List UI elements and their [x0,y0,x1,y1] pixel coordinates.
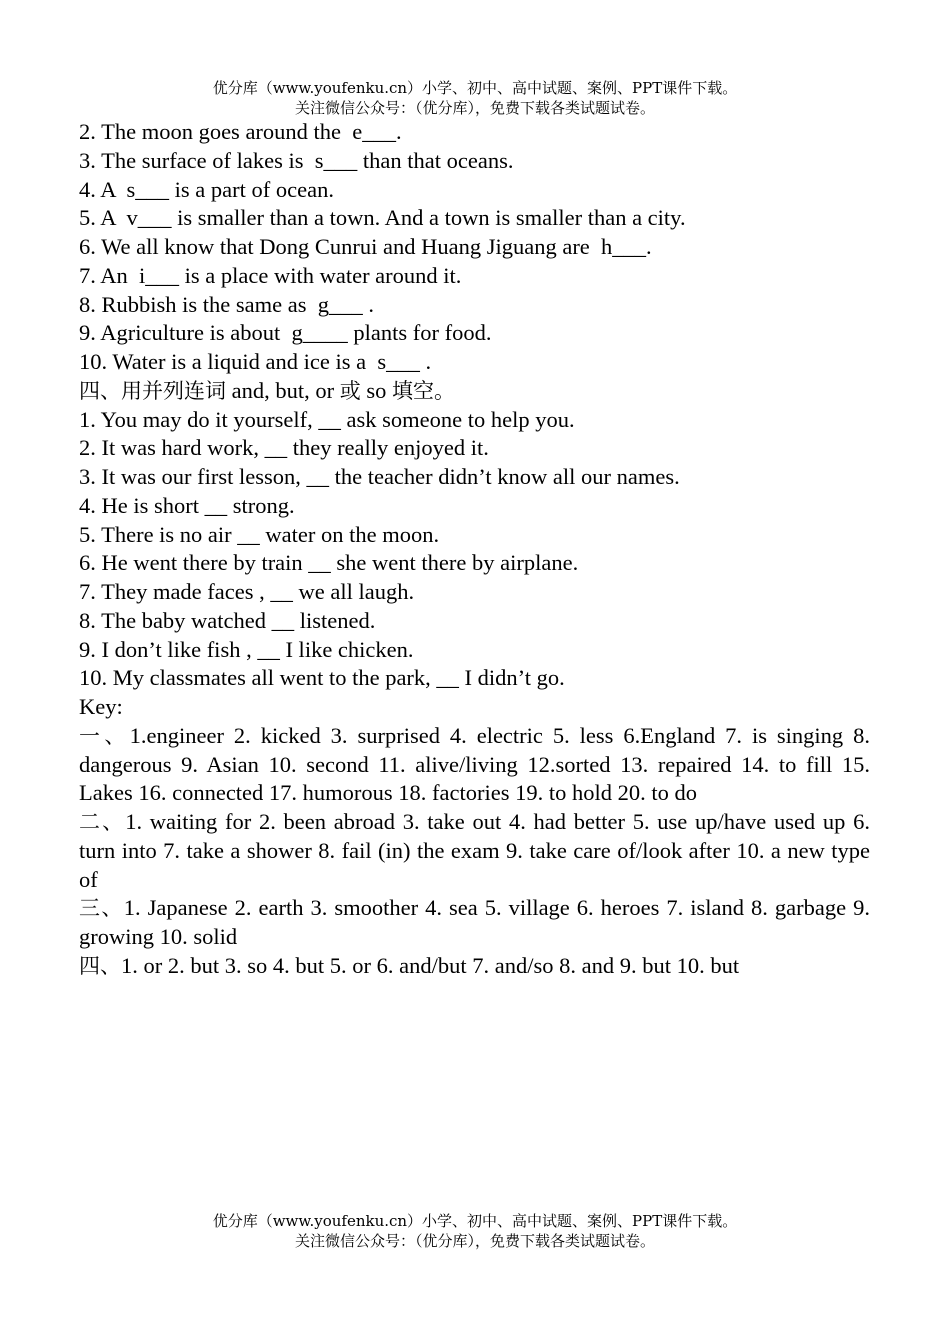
key-part-2-prefix: 二、 [79,810,126,834]
heading-mid: 或 [339,378,361,403]
section-4-heading [79,377,870,406]
key-part-4-prefix: 四、 [79,953,121,978]
answer-key [79,693,870,981]
footer-line-2: 关注微信公众号：（优分库），免费下载各类试题试卷。 [294,1232,655,1250]
question-item: 5. There is no air __ water on the moon. [79,521,440,547]
header-line-1: 优分库（www.youfenku.cn）小学、初中、高中试题、案例、PPT课件下载。 [212,79,738,97]
heading-suffix: 填空。 [392,378,455,403]
key-part-1-text: 1.engineer 2. kicked 3. surprised 4. electric 5. less 6.England 7. is singing 8. dangerous 9. Asian 10. second 11. alive/living 12.sorted 13. repaired 14. to fill 15. Lakes 16. connected 17. humorous 18. factories 19. to hold 20. to do [79,722,870,806]
question-item: 1. You may do it yourself, __ ask someone to help you. [79,406,575,432]
heading-so: so [360,377,392,403]
question-item: 3. It was our first lesson, __ the teacher didn’t know all our names. [79,464,680,489]
question-item: 10. Water is a liquid and ice is a s___ . [79,349,432,374]
section-4-list [79,406,870,694]
question-item: 7. They made faces , __ we all laugh. [79,579,415,604]
footer-line-1: 优分库（www.youfenku.cn）小学、初中、高中试题、案例、PPT课件下载。 [212,1212,738,1230]
document-body [79,118,870,981]
key-part-4 [79,952,870,981]
section-3-list [79,118,870,377]
question-item: 9. I don’t like fish , __ I like chicken. [79,636,414,662]
header-line-2: 关注微信公众号：（优分库），免费下载各类试题试卷。 [294,99,655,117]
key-part-3-text: 1. Japanese 2. earth 3. smoother 4. sea 5. village 6. heroes 7. island 8. garbage 9. growing 10. solid [79,895,870,949]
question-item: 6. He went there by train __ she went there by airplane. [79,550,579,576]
question-item: 7. An i___ is a place with water around it. [79,262,462,288]
key-part-2 [79,808,870,894]
heading-words: and, but, or [226,377,340,403]
key-part-1-prefix: 一、 [79,723,130,748]
question-item: 2. It was hard work, __ they really enjoyed it. [79,435,489,461]
question-item: 10. My classmates all went to the park, __ I didn’t go. [79,665,565,691]
question-item: 9. Agriculture is about g____ plants for food. [79,320,492,346]
heading-prefix: 四、用并列连词 [79,378,226,403]
key-label: Key: [79,694,123,719]
key-part-3-prefix: 三、 [79,896,124,921]
question-item: 6. We all know that Dong Cunrui and Huang Jiguang are h___. [79,234,652,259]
question-item: 3. The surface of lakes is s___ than that oceans. [79,147,514,173]
key-part-4-text: 1. or 2. but 3. so 4. but 5. or 6. and/but 7. and/so 8. and 9. but 10. but [121,952,740,978]
page-header [0,78,950,118]
page-footer [0,1211,950,1251]
question-item: 4. He is short __ strong. [79,492,295,518]
key-part-3 [79,894,870,952]
key-part-1 [79,722,870,808]
key-part-2-text: 1. waiting for 2. been abroad 3. take out 4. had better 5. use up/have used up 6. turn into 7. take a shower 8. fail (in) the exam 9. take care of/look after 10. a new type of [79,809,871,892]
question-item: 5. A v___ is smaller than a town. And a town is smaller than a city. [79,205,686,231]
question-item: 8. Rubbish is the same as g___ . [79,291,374,317]
question-item: 2. The moon goes around the e___. [79,119,402,144]
question-item: 8. The baby watched __ listened. [79,607,376,633]
question-item: 4. A s___ is a part of ocean. [79,176,334,202]
